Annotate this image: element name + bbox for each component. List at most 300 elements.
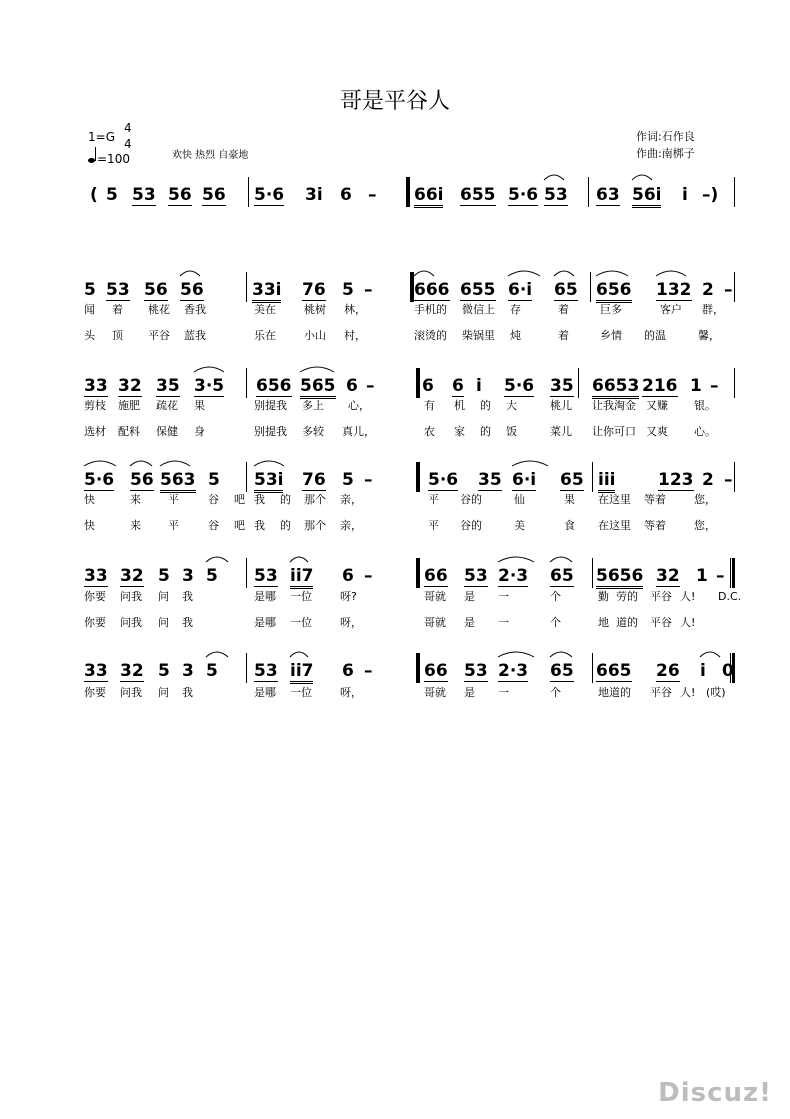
note-group: 66i bbox=[414, 185, 443, 208]
note-group: 2 bbox=[702, 470, 714, 490]
lyric-row bbox=[84, 519, 754, 535]
note-group: 2 bbox=[702, 280, 714, 300]
note-group: 65 bbox=[550, 566, 574, 586]
note-group: 35 bbox=[550, 376, 574, 396]
slur bbox=[194, 367, 224, 372]
barline bbox=[416, 653, 420, 683]
slur bbox=[290, 557, 308, 562]
lyric-syllable: 闻 bbox=[84, 303, 95, 316]
lyric-syllable: 美在 bbox=[254, 303, 276, 316]
note-group: 56 bbox=[180, 280, 204, 300]
lyric-syllable: 馨， bbox=[698, 329, 720, 342]
lyric-row bbox=[84, 303, 754, 319]
barline bbox=[246, 558, 247, 588]
lyric-syllable: 炖 bbox=[510, 329, 521, 342]
lyric-syllable: 勤 bbox=[598, 590, 609, 603]
note-group: 6 bbox=[452, 376, 464, 396]
note-group: 2·3 bbox=[498, 566, 529, 586]
lyric-syllable: 谷的 bbox=[460, 519, 482, 532]
lyric-syllable: 您， bbox=[694, 519, 716, 532]
lyric-syllable: 在这里 bbox=[598, 519, 631, 532]
note-group: 5·6 bbox=[428, 470, 459, 490]
barline bbox=[734, 368, 735, 398]
lyric-syllable: 有 bbox=[424, 399, 435, 412]
lyric-syllable: 呀? bbox=[340, 590, 357, 603]
note-group: i bbox=[476, 376, 482, 396]
note-group: 132 bbox=[656, 280, 692, 300]
lyric-syllable: 乡情 bbox=[600, 329, 622, 342]
lyric-syllable: 顶 bbox=[112, 329, 123, 342]
note-group: 53 bbox=[132, 185, 156, 205]
note-group: 33 bbox=[84, 661, 108, 681]
lyric-syllable: 让你可口 bbox=[592, 425, 636, 438]
lyric-syllable: 果 bbox=[194, 399, 205, 412]
note-group: 6 bbox=[340, 185, 352, 205]
slur bbox=[700, 652, 720, 657]
note-group: 0 bbox=[722, 661, 734, 681]
lyric-syllable: 让我淘金 bbox=[592, 399, 636, 412]
lyric-syllable: 平 bbox=[168, 493, 179, 506]
lyric-syllable: 一 bbox=[498, 590, 509, 603]
barline bbox=[588, 177, 589, 207]
lyric-syllable: 配料 bbox=[118, 425, 140, 438]
lyric-syllable: 人! bbox=[680, 616, 696, 629]
note-group: 5656 bbox=[596, 566, 643, 589]
lyric-syllable: 又爽 bbox=[646, 425, 668, 438]
lyric-syllable: 一位 bbox=[290, 686, 312, 699]
lyric-syllable: 吧 bbox=[234, 493, 245, 506]
song-title: 哥是平谷人 bbox=[339, 89, 450, 114]
slur bbox=[512, 461, 548, 466]
note-group: 2·3 bbox=[498, 661, 529, 681]
slur bbox=[290, 652, 308, 657]
time-signature-top: 4 bbox=[124, 121, 132, 135]
final-barline bbox=[730, 653, 735, 683]
lyric-syllable: 疏花 bbox=[156, 399, 178, 412]
barline bbox=[592, 653, 593, 683]
lyricist: 作词:石作良 bbox=[636, 130, 695, 143]
note-group: – bbox=[368, 185, 377, 205]
note-group: 66 bbox=[424, 661, 448, 681]
note-group: 216 bbox=[642, 376, 678, 396]
lyric-syllable: 心， bbox=[348, 399, 370, 412]
lyric-syllable: 饭 bbox=[506, 425, 517, 438]
note-group: 6 bbox=[342, 661, 354, 681]
note-group: i bbox=[682, 185, 688, 205]
lyric-syllable: 巨多 bbox=[600, 303, 622, 316]
slur bbox=[550, 557, 572, 562]
tempo-value: =100 bbox=[97, 152, 130, 166]
lyric-syllable: 是哪 bbox=[254, 616, 276, 629]
lyric-syllable: 菜儿 bbox=[550, 425, 572, 438]
lyric-syllable: 问我 bbox=[120, 590, 142, 603]
lyric-syllable: 等着 bbox=[644, 493, 666, 506]
lyric-syllable: 人! bbox=[680, 686, 696, 699]
note-group: 3·5 bbox=[194, 376, 225, 396]
barline bbox=[416, 462, 420, 492]
slur bbox=[632, 175, 652, 180]
note-group: 32 bbox=[120, 661, 144, 681]
lyric-syllable: 平谷 bbox=[650, 590, 672, 603]
lyric-syllable: 平谷 bbox=[148, 329, 170, 342]
lyric-syllable: 一 bbox=[498, 616, 509, 629]
note-group: 33i bbox=[252, 280, 281, 303]
lyric-syllable: 真儿， bbox=[342, 425, 375, 438]
lyric-syllable: 一位 bbox=[290, 590, 312, 603]
note-group: 33 bbox=[84, 376, 108, 396]
tempo-marking bbox=[88, 152, 130, 166]
lyric-syllable: 我 bbox=[182, 686, 193, 699]
note-group: ii7 bbox=[290, 566, 313, 589]
expression-marking: 欢快 热烈 自豪地 bbox=[172, 150, 249, 161]
lyric-syllable: 在这里 bbox=[598, 493, 631, 506]
note-group: 65 bbox=[554, 280, 578, 300]
lyric-syllable: 您， bbox=[694, 493, 716, 506]
slur bbox=[206, 652, 228, 657]
lyric-syllable: 头 bbox=[84, 329, 95, 342]
lyric-syllable: 你要 bbox=[84, 590, 106, 603]
lyric-syllable: 乐在 bbox=[254, 329, 276, 342]
lyric-syllable: 吧 bbox=[234, 519, 245, 532]
slur bbox=[160, 461, 190, 466]
note-group: 53i bbox=[254, 470, 283, 493]
lyric-syllable: 柴锅里 bbox=[462, 329, 495, 342]
note-group: – bbox=[364, 280, 373, 300]
lyric-syllable: 选材 bbox=[84, 425, 106, 438]
lyric-syllable: 银。 bbox=[694, 399, 716, 412]
lyric-syllable: 平 bbox=[428, 493, 439, 506]
lyric-syllable: 保健 bbox=[156, 425, 178, 438]
lyric-syllable: 身 bbox=[194, 425, 205, 438]
note-group: 6·i bbox=[512, 470, 537, 490]
note-group: iii bbox=[598, 470, 615, 493]
note-group: 56 bbox=[168, 185, 192, 205]
barline bbox=[246, 653, 247, 683]
note-group: 26 bbox=[656, 661, 680, 681]
note-group: 123 bbox=[658, 470, 694, 490]
note-group: 53 bbox=[254, 566, 278, 586]
lyric-syllable: 小山 bbox=[304, 329, 326, 342]
barline bbox=[416, 558, 420, 588]
lyric-row bbox=[84, 329, 754, 345]
note-group: 5·6 bbox=[84, 470, 115, 490]
slur bbox=[656, 271, 686, 276]
notation-row bbox=[84, 374, 742, 398]
quarter-note-icon bbox=[88, 158, 95, 163]
lyric-syllable: 群， bbox=[702, 303, 724, 316]
lyric-syllable: 哥就 bbox=[424, 590, 446, 603]
lyric-syllable: 那个 bbox=[304, 493, 326, 506]
note-group: 53 bbox=[254, 661, 278, 681]
lyric-syllable: 哥就 bbox=[424, 616, 446, 629]
note-group: 5·6 bbox=[254, 185, 285, 205]
lyric-syllable: 哥就 bbox=[424, 686, 446, 699]
lyric-syllable: 谷 bbox=[208, 493, 219, 506]
lyric-row bbox=[84, 616, 754, 632]
lyric-syllable: 问 bbox=[158, 686, 169, 699]
note-group: 32 bbox=[656, 566, 680, 586]
lyric-syllable: 客户 bbox=[660, 303, 682, 316]
slur bbox=[254, 461, 284, 466]
lyric-syllable: 果 bbox=[564, 493, 575, 506]
slur bbox=[498, 652, 534, 657]
da-capo-mark: D.C. bbox=[718, 590, 742, 603]
note-group: 65 bbox=[560, 470, 584, 490]
lyric-syllable: 个 bbox=[550, 616, 561, 629]
barline bbox=[416, 368, 420, 398]
slur bbox=[84, 461, 116, 466]
slur bbox=[550, 652, 572, 657]
lyric-syllable: 我 bbox=[254, 519, 265, 532]
lyric-row bbox=[84, 686, 754, 702]
lyric-syllable: 桃儿 bbox=[550, 399, 572, 412]
barline bbox=[410, 272, 414, 302]
lyric-syllable: 施肥 bbox=[118, 399, 140, 412]
lyric-syllable: 劳的 bbox=[616, 590, 638, 603]
notation-row bbox=[84, 278, 742, 302]
barline bbox=[590, 272, 591, 302]
lyric-syllable: 农 bbox=[424, 425, 435, 438]
note-group: 5 bbox=[206, 566, 218, 586]
lyric-syllable: 人! bbox=[680, 590, 696, 603]
note-group: 1 bbox=[690, 376, 702, 396]
lyric-syllable: 食 bbox=[564, 519, 575, 532]
barline bbox=[246, 462, 247, 492]
note-group: –) bbox=[702, 185, 719, 205]
note-group: 5 bbox=[342, 470, 354, 490]
lyric-syllable: 存 bbox=[510, 303, 521, 316]
lyric-row bbox=[84, 425, 754, 441]
note-group: – bbox=[364, 470, 373, 490]
lyric-syllable: 个 bbox=[550, 590, 561, 603]
barline bbox=[734, 272, 735, 302]
lyric-syllable: 桃花 bbox=[148, 303, 170, 316]
lyric-syllable: 是 bbox=[464, 616, 475, 629]
lyric-syllable: 微信上 bbox=[462, 303, 495, 316]
lyric-syllable: 机 bbox=[454, 399, 465, 412]
lyric-syllable: 平 bbox=[168, 519, 179, 532]
lyric-syllable: 是 bbox=[464, 686, 475, 699]
barline bbox=[592, 462, 593, 492]
slur bbox=[130, 461, 152, 466]
note-group: 5 bbox=[158, 661, 170, 681]
time-signature-bottom: 4 bbox=[124, 137, 132, 151]
note-group: 66 bbox=[424, 566, 448, 586]
lyric-syllable: 问 bbox=[158, 590, 169, 603]
note-group: 56i bbox=[632, 185, 661, 208]
note-group: 32 bbox=[118, 376, 142, 396]
lyric-syllable: 问我 bbox=[120, 686, 142, 699]
lyric-syllable: 快 bbox=[84, 493, 95, 506]
note-group: 33 bbox=[84, 566, 108, 586]
slur bbox=[508, 271, 540, 276]
lyric-syllable: 是哪 bbox=[254, 686, 276, 699]
lyric-syllable: 呀， bbox=[340, 616, 362, 629]
lyric-syllable: 问我 bbox=[120, 616, 142, 629]
note-group: 3 bbox=[182, 566, 194, 586]
note-group: 5 bbox=[342, 280, 354, 300]
key-signature: 1=G bbox=[88, 130, 115, 144]
barline bbox=[592, 558, 593, 588]
composer: 作曲:南梆子 bbox=[636, 147, 695, 160]
lyric-syllable: 的 bbox=[480, 399, 491, 412]
lyric-row bbox=[84, 590, 754, 606]
note-group: 35 bbox=[156, 376, 180, 396]
note-group: 56 bbox=[130, 470, 154, 490]
lyric-syllable: 来 bbox=[130, 493, 141, 506]
lyric-syllable: 的 bbox=[280, 493, 291, 506]
note-group: 563 bbox=[160, 470, 196, 493]
notation-row bbox=[84, 468, 742, 492]
slur bbox=[498, 557, 534, 562]
lyric-syllable: 地 bbox=[598, 616, 609, 629]
lyric-syllable: 来 bbox=[130, 519, 141, 532]
note-group: 6 bbox=[346, 376, 358, 396]
lyric-syllable: 别提我 bbox=[254, 425, 287, 438]
note-group: – bbox=[724, 470, 733, 490]
note-group: 65 bbox=[550, 661, 574, 681]
lyric-syllable: 是 bbox=[464, 590, 475, 603]
note-group: 53 bbox=[106, 280, 130, 300]
note-group: 665 bbox=[596, 661, 632, 681]
lyric-syllable: 着 bbox=[558, 303, 569, 316]
note-group: 656 bbox=[256, 376, 292, 396]
note-group: 655 bbox=[460, 185, 496, 205]
barline bbox=[248, 177, 249, 207]
barline bbox=[734, 462, 735, 492]
note-group: – bbox=[364, 661, 373, 681]
lyric-syllable: 桃树 bbox=[304, 303, 326, 316]
barline bbox=[406, 177, 410, 207]
lyric-syllable: 手机的 bbox=[414, 303, 447, 316]
slur bbox=[544, 175, 564, 180]
lyric-syllable: 心。 bbox=[694, 425, 716, 438]
note-group: – bbox=[710, 376, 719, 396]
lyric-syllable: 着 bbox=[558, 329, 569, 342]
lyric-syllable: 平 bbox=[428, 519, 439, 532]
note-group: 6 bbox=[422, 376, 434, 396]
note-group: 5 bbox=[106, 185, 118, 205]
lyric-syllable: 我 bbox=[254, 493, 265, 506]
note-group: 565 bbox=[300, 376, 336, 399]
note-group: 76 bbox=[302, 470, 326, 490]
note-group: 32 bbox=[120, 566, 144, 586]
note-group: 5 bbox=[84, 280, 96, 300]
note-group: i bbox=[700, 661, 706, 681]
note-group: 76 bbox=[302, 280, 326, 300]
lyric-syllable: 多较 bbox=[302, 425, 324, 438]
lyric-syllable: 一 bbox=[498, 686, 509, 699]
note-group: – bbox=[724, 280, 733, 300]
lyric-row bbox=[84, 493, 754, 509]
lyric-syllable: 的温 bbox=[644, 329, 666, 342]
note-group: – bbox=[364, 566, 373, 586]
note-group: 56 bbox=[144, 280, 168, 300]
lyric-syllable: 谷 bbox=[208, 519, 219, 532]
note-group: 3 bbox=[182, 661, 194, 681]
lyric-row bbox=[84, 399, 754, 415]
barline bbox=[734, 177, 735, 207]
lyric-syllable: 平谷 bbox=[650, 616, 672, 629]
lyric-syllable: 着 bbox=[112, 303, 123, 316]
lyric-syllable: 我 bbox=[182, 616, 193, 629]
lyric-syllable: 谷的 bbox=[460, 493, 482, 506]
note-group: 35 bbox=[478, 470, 502, 490]
lyric-syllable: 家 bbox=[454, 425, 465, 438]
slur bbox=[554, 271, 574, 276]
credits bbox=[636, 128, 695, 162]
lyric-syllable: (哎) bbox=[706, 686, 726, 699]
lyric-syllable: 村， bbox=[344, 329, 366, 342]
notation-row bbox=[84, 183, 742, 207]
final-barline bbox=[730, 558, 735, 588]
lyric-syllable: 滚烫的 bbox=[414, 329, 447, 342]
lyric-syllable: 一位 bbox=[290, 616, 312, 629]
barline bbox=[246, 368, 247, 398]
note-group: 666 bbox=[414, 280, 450, 300]
lyric-syllable: 别提我 bbox=[254, 399, 287, 412]
lyric-syllable: 亲， bbox=[340, 519, 362, 532]
note-group: 63 bbox=[596, 185, 620, 205]
barline bbox=[578, 368, 579, 398]
note-group: ii7 bbox=[290, 661, 313, 684]
note-group: ( bbox=[90, 185, 98, 205]
note-group: 5·6 bbox=[504, 376, 535, 396]
lyric-syllable: 又赚 bbox=[646, 399, 668, 412]
lyric-syllable: 地道的 bbox=[598, 686, 631, 699]
lyric-syllable: 剪枝 bbox=[84, 399, 106, 412]
note-group: 656 bbox=[596, 280, 632, 303]
lyric-syllable: 香我 bbox=[184, 303, 206, 316]
slur bbox=[414, 271, 434, 276]
note-group: 56 bbox=[202, 185, 226, 205]
barline bbox=[246, 272, 247, 302]
lyric-syllable: 美 bbox=[514, 519, 525, 532]
lyric-syllable: 你要 bbox=[84, 686, 106, 699]
lyric-syllable: 亲， bbox=[340, 493, 362, 506]
note-group: 53 bbox=[464, 661, 488, 681]
note-group: 53 bbox=[464, 566, 488, 586]
note-group: 6·i bbox=[508, 280, 533, 300]
lyric-syllable: 的 bbox=[280, 519, 291, 532]
lyric-syllable: 多上 bbox=[302, 399, 324, 412]
lyric-syllable: 那个 bbox=[304, 519, 326, 532]
note-group: – bbox=[716, 566, 725, 586]
watermark-logo: Discuz! bbox=[658, 1078, 772, 1108]
note-group: 53 bbox=[544, 185, 568, 205]
lyric-syllable: 大 bbox=[506, 399, 517, 412]
note-group: 5 bbox=[208, 470, 220, 490]
slur bbox=[300, 367, 334, 372]
lyric-syllable: 等着 bbox=[644, 519, 666, 532]
note-group: 3i bbox=[305, 185, 323, 205]
note-group: 5·6 bbox=[508, 185, 539, 205]
lyric-syllable: 你要 bbox=[84, 616, 106, 629]
lyric-syllable: 仙 bbox=[514, 493, 525, 506]
note-group: 5 bbox=[206, 661, 218, 681]
lyric-syllable: 是哪 bbox=[254, 590, 276, 603]
slur bbox=[206, 557, 228, 562]
lyric-syllable: 林， bbox=[344, 303, 366, 316]
lyric-syllable: 道的 bbox=[616, 616, 638, 629]
note-group: 655 bbox=[460, 280, 496, 300]
notation-row bbox=[84, 659, 742, 683]
lyric-syllable: 的 bbox=[480, 425, 491, 438]
note-group: 6 bbox=[342, 566, 354, 586]
lyric-syllable: 问 bbox=[158, 616, 169, 629]
lyric-syllable: 蓝我 bbox=[184, 329, 206, 342]
note-group: 1 bbox=[696, 566, 708, 586]
